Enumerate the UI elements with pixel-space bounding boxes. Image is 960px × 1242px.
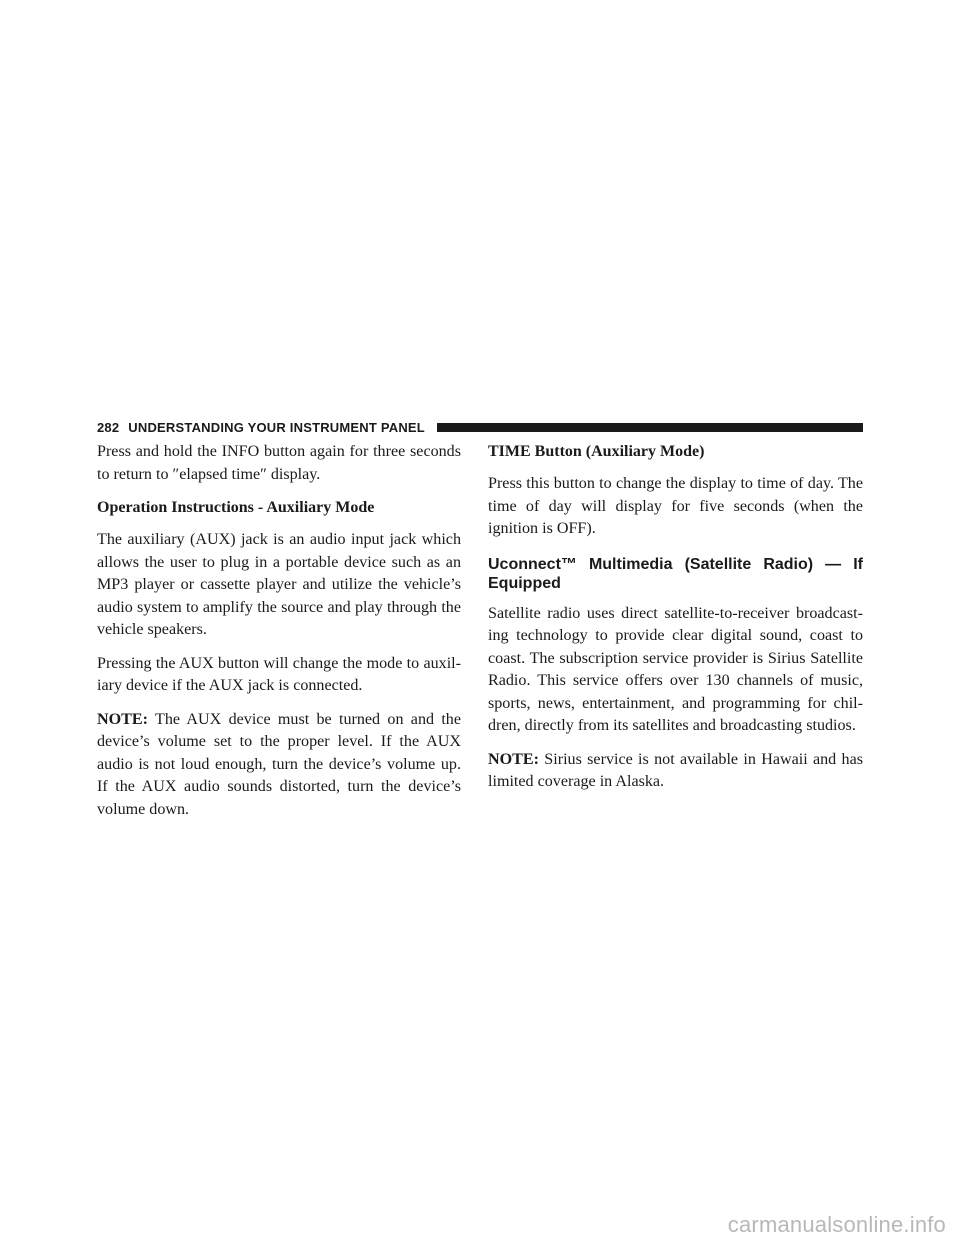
aux-jack-paragraph: The auxiliary (AUX) jack is an audio input jack which allows the user to plug in a portable device such as an MP3 player or cassette player and utilize the vehicle’s audio system to amplify the source and play through the vehicle speakers. (97, 531, 461, 638)
watermark: carmanualsonline.info (727, 1212, 946, 1237)
header-rule (437, 423, 863, 432)
page-number: 282 (97, 419, 120, 435)
time-button-paragraph: Press this button to change the display to time of day. The time of day will display for five seconds (when the ignition is OFF). (488, 475, 863, 537)
section-title: UNDERSTANDING YOUR INSTRUMENT PANEL (128, 419, 425, 435)
time-button-heading: TIME Button (Auxiliary Mode) (488, 443, 705, 460)
aux-button-paragraph: Pressing the AUX button will change the mode to auxil-iary device if the AUX jack is connected. (97, 654, 461, 694)
left-column (97, 441, 461, 832)
note-text: Sirius service is not available in Hawaii and has limited coverage in Alaska. (488, 750, 863, 790)
note-text: The AUX device must be turned on and the device’s volume set to the proper level. If the AUX audio is not loud enough, turn the device’s volume up. If the AUX audio sounds distorted, turn the device’s volume down. (97, 710, 461, 818)
aux-note (97, 709, 461, 822)
note-label: NOTE: (488, 750, 539, 768)
info-button-paragraph: Press and hold the INFO button again for three seconds to return to ″elapsed time″ display. (97, 443, 461, 483)
aux-mode-heading: Operation Instructions - Auxiliary Mode (97, 499, 375, 516)
page-header (97, 417, 863, 437)
sirius-note (488, 749, 863, 794)
note-label: NOTE: (97, 710, 148, 728)
satellite-radio-paragraph: Satellite radio uses direct satellite-to-receiver broadcast-ing technology to provide clear digital sound, coast to coast. The subscription service provider is Sirius Satellite Radio. This service offers over 130 channels of music, sports, news, entertainment, and programming for chil-dren, directly from its satellites and broadcasting studios. (488, 604, 863, 734)
satellite-radio-heading: Uconnect™ Multimedia (Satellite Radio) — If Equipped (488, 555, 863, 592)
right-column (488, 441, 863, 805)
